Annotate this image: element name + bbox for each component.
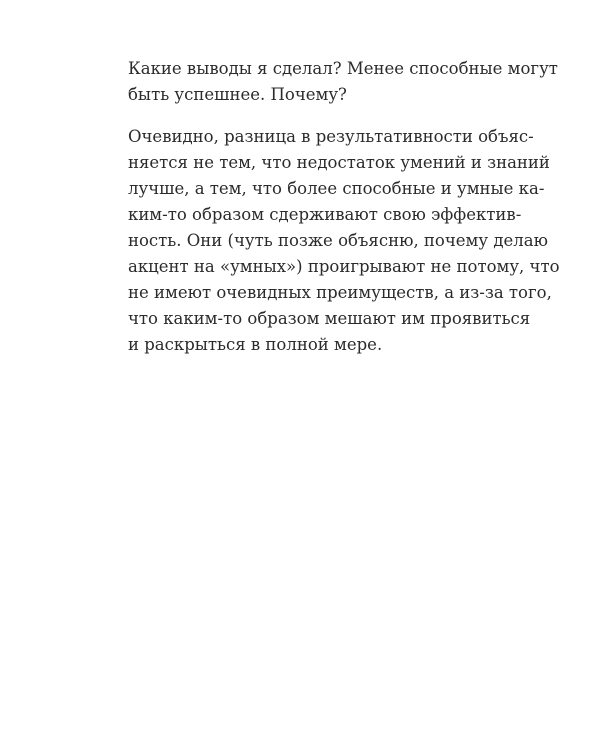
text-line: и раскрыться в полной мере.: [128, 335, 383, 354]
text-line: лучше, а тем, что более способные и умные ка-: [128, 179, 545, 198]
text-line: Очевидно, разница в результативности объяс-: [128, 127, 534, 146]
body-text: [128, 56, 560, 374]
paragraph-1: [128, 56, 558, 108]
text-line: ким-то образом сдерживают свою эффектив-: [128, 205, 522, 224]
text-line: что каким-то образом мешают им проявиться: [128, 309, 531, 328]
text-line: няется не тем, что недостаток умений и знаний: [128, 153, 550, 172]
text-line: Какие выводы я сделал? Менее способные могут: [128, 59, 558, 78]
text-line: быть успешнее. Почему?: [128, 85, 347, 104]
text-line: ность. Они (чуть позже объясню, почему делаю: [128, 231, 548, 250]
paragraph-2: [128, 124, 560, 358]
text-line: акцент на «умных») проигрывают не потому, что: [128, 257, 560, 276]
text-line: не имеют очевидных преимуществ, а из-за того,: [128, 283, 552, 302]
